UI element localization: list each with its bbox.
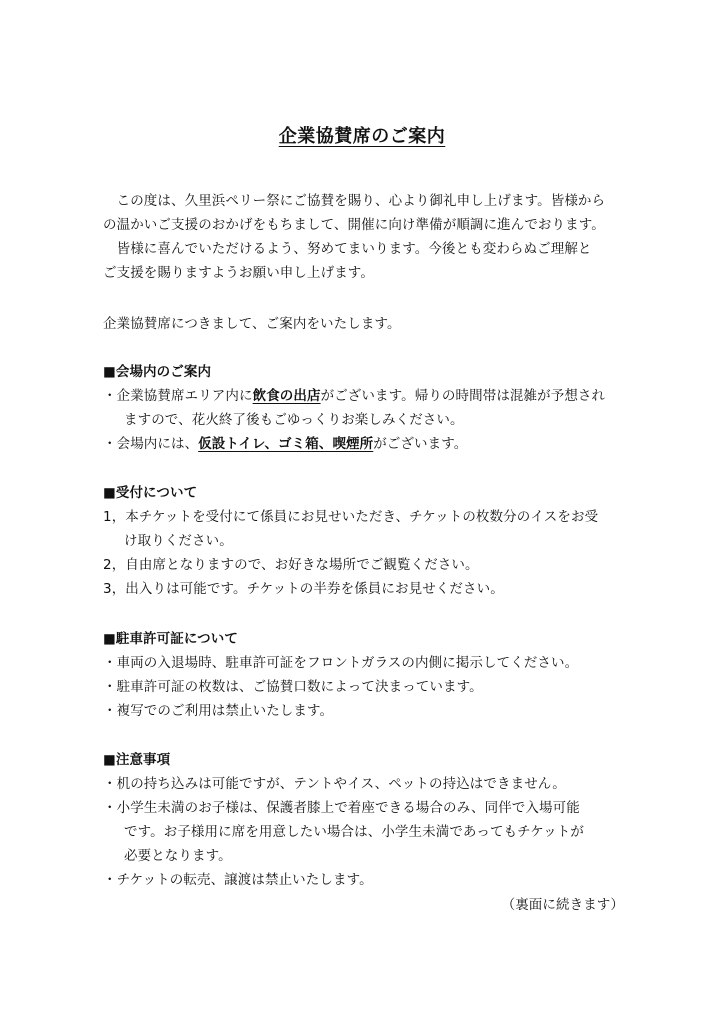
intro-line-1: この度は、久里浜ペリー祭にご協賛を賜り、心より御礼申し上げます。皆様から	[103, 193, 606, 209]
venue-line-2: ますので、花火終了後もごゆっくりお楽しみください。	[124, 412, 464, 428]
parking-line-1: ・車両の入退場時、駐車許可証をフロントガラスの内側に掲示してください。	[103, 655, 579, 671]
notes-line-5: ・チケットの転売、譲渡は禁止いたします。	[103, 872, 373, 888]
intro-line-4: ご支援を賜りますようお願い申し上げます。	[103, 265, 374, 281]
reception-line-1: 1，本チケットを受付にて係員にお見せいただき、チケットの枚数分のイスをお受	[103, 509, 599, 525]
section-heading-venue: ■会場内のご案内	[103, 364, 212, 380]
reception-line-2: け取りください。	[124, 533, 233, 549]
reception-line-4: 3，出入りは可能です。チケットの半券を係員にお見せください。	[103, 581, 504, 597]
page-title: 企業協賛席のご案内	[278, 126, 446, 147]
venue-line-3: ・会場内には、仮設トイレ、ゴミ箱、喫煙所がございます。	[103, 436, 468, 452]
intro-line-3: 皆様に喜んでいただけるよう、努めてまいります。今後とも変わらぬご理解と	[103, 241, 592, 257]
notes-line-2: ・小学生未満のお子様は、保護者膝上で着座できる場合のみ、同伴で入場可能	[103, 800, 580, 816]
reception-line-3: 2，自由席となりますので、お好きな場所でご観覧ください。	[103, 557, 479, 573]
lead-text: 企業協賛席につきまして、ご案内をいたします。	[103, 316, 401, 332]
facilities-highlight: 仮設トイレ、ゴミ箱、喫煙所	[198, 436, 374, 452]
intro-line-2: の温かいご支援のおかげをもちまして、開催に向け準備が順調に進んでおります。	[103, 217, 605, 233]
parking-line-2: ・駐車許可証の枚数は、ご協賛口数によって決まっています。	[103, 679, 483, 695]
notes-line-1: ・机の持ち込みは可能ですが、テントやイス、ペットの持込はできません。	[103, 776, 566, 792]
food-stalls-highlight: 飲食の出店	[252, 388, 321, 404]
continued-note: （裏面に続きます）	[501, 897, 624, 913]
section-heading-parking: ■駐車許可証について	[103, 631, 238, 647]
venue-line-1: ・企業協賛席エリア内に飲食の出店がございます。帰りの時間帯は混雑が予想され	[103, 388, 606, 404]
section-heading-reception: ■受付について	[103, 485, 198, 501]
parking-line-3: ・複写でのご利用は禁止いたします。	[103, 703, 334, 719]
section-heading-notes: ■注意事項	[103, 752, 171, 768]
notes-line-3: です。お子様用に席を用意したい場合は、小学生未満であってもチケットが	[124, 824, 584, 840]
notes-line-4: 必要となります。	[124, 848, 232, 864]
